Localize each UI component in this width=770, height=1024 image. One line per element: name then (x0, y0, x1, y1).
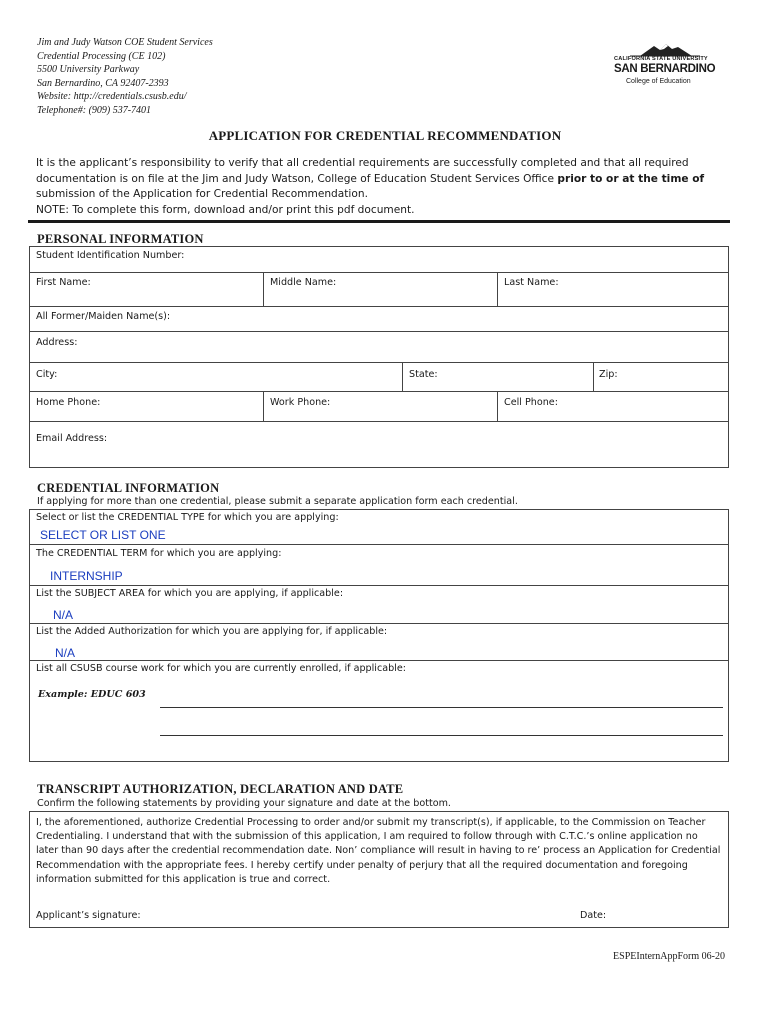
credential-term-label: The CREDENTIAL TERM for which you are applying: (36, 548, 282, 559)
website-line: Website: http://credentials.csusb.edu/ (37, 91, 187, 102)
former-names-label: All Former/Maiden Name(s): (36, 311, 171, 322)
credential-type-value[interactable]: SELECT OR LIST ONE (40, 528, 166, 542)
home-phone-label: Home Phone: (36, 397, 101, 408)
credential-type-label: Select or list the CREDENTIAL TYPE for which you are applying: (36, 512, 339, 523)
intro-text: It is the applicant’s responsibility to verify that all credential requirements are successfully completed and that all required documentation is on file at the Jim and Judy Watson, College of Education Student Services Office (36, 157, 689, 185)
address-label: Address: (36, 337, 78, 348)
zip-label: Zip: (599, 369, 618, 380)
state-label: State: (409, 369, 438, 380)
credential-info-heading: CREDENTIAL INFORMATION (37, 481, 220, 495)
credential-instruction: If applying for more than one credential, please submit a separate application form each credential. (37, 496, 518, 507)
subject-area-value[interactable]: N/A (53, 608, 74, 622)
coursework-line[interactable] (160, 735, 723, 736)
transcript-heading: TRANSCRIPT AUTHORIZATION, DECLARATION AND DATE (37, 782, 404, 796)
added-authorization-value[interactable]: N/A (55, 646, 76, 660)
middle-name-label: Middle Name: (270, 277, 337, 288)
coursework-example: Example: EDUC 603 (38, 689, 146, 700)
section-divider (28, 220, 730, 223)
logo-university-label: CALIFORNIA STATE UNIVERSITY (614, 56, 708, 62)
added-authorization-label: List the Added Authorization for which you are applying for, if applicable: (36, 626, 388, 637)
csusb-logo (610, 40, 720, 96)
address-line: Credential Processing (CE 102) (37, 50, 166, 62)
logo-campus-name: SAN BERNARDINO (614, 63, 716, 75)
telephone-line: Telephone#: (909) 537-7401 (37, 104, 152, 116)
intro-text-end: submission of the Application for Credential Recommendation. (36, 188, 368, 201)
office-address-block (37, 36, 213, 117)
coursework-line[interactable] (160, 707, 723, 708)
cell-phone-label: Cell Phone: (504, 397, 558, 408)
subject-area-label: List the SUBJECT AREA for which you are applying, if applicable: (36, 588, 344, 599)
credential-info-box (29, 509, 729, 762)
coursework-label: List all CSUSB course work for which you are currently enrolled, if applicable: (36, 663, 407, 674)
form-id-footer: ESPEInternAppForm 06-20 (613, 951, 725, 962)
first-name-label: First Name: (36, 277, 91, 288)
address-line: San Bernardino, CA 92407-2393 (37, 77, 169, 89)
student-id-label: Student Identification Number: (36, 250, 185, 261)
email-label: Email Address: (36, 433, 108, 444)
document-title: APPLICATION FOR CREDENTIAL RECOMMENDATION (208, 128, 562, 143)
city-label: City: (36, 369, 58, 380)
logo-college-name: College of Education (626, 78, 691, 85)
address-line: 5500 University Parkway (37, 64, 140, 75)
personal-info-heading: PERSONAL INFORMATION (37, 232, 204, 246)
personal-info-box (29, 246, 729, 468)
address-line: Jim and Judy Watson COE Student Services (37, 37, 213, 48)
transcript-instruction: Confirm the following statements by providing your signature and date at the bottom. (37, 798, 451, 809)
last-name-label: Last Name: (504, 277, 559, 288)
intro-emphasis: prior to or at the time of (557, 172, 705, 185)
intro-paragraph (36, 156, 736, 218)
credential-term-value[interactable]: INTERNSHIP (50, 569, 123, 583)
declaration-paragraph: I, the aforementioned, authorize Credential Processing to order and/or submit my transcript(s), if applicable, to the Commission on Teacher Credentialing. I understand that with the submission of this application, I am required to follow through with C.T.C.’s online application no later than 90 days after the credential recommendation date. Non’ compliance will result in having to re’ process an Application for Credential Recommendation with the appropriate fees. I hereby certify under penalty of perjury that all the required documentation and foregoing information submitted for this application is true and correct. (36, 817, 721, 885)
signature-label: Applicant’s signature: (36, 910, 141, 921)
work-phone-label: Work Phone: (270, 397, 331, 408)
intro-note: NOTE: To complete this form, download and/or print this pdf document. (36, 203, 415, 216)
date-label: Date: (580, 910, 607, 921)
transcript-box (29, 811, 729, 928)
